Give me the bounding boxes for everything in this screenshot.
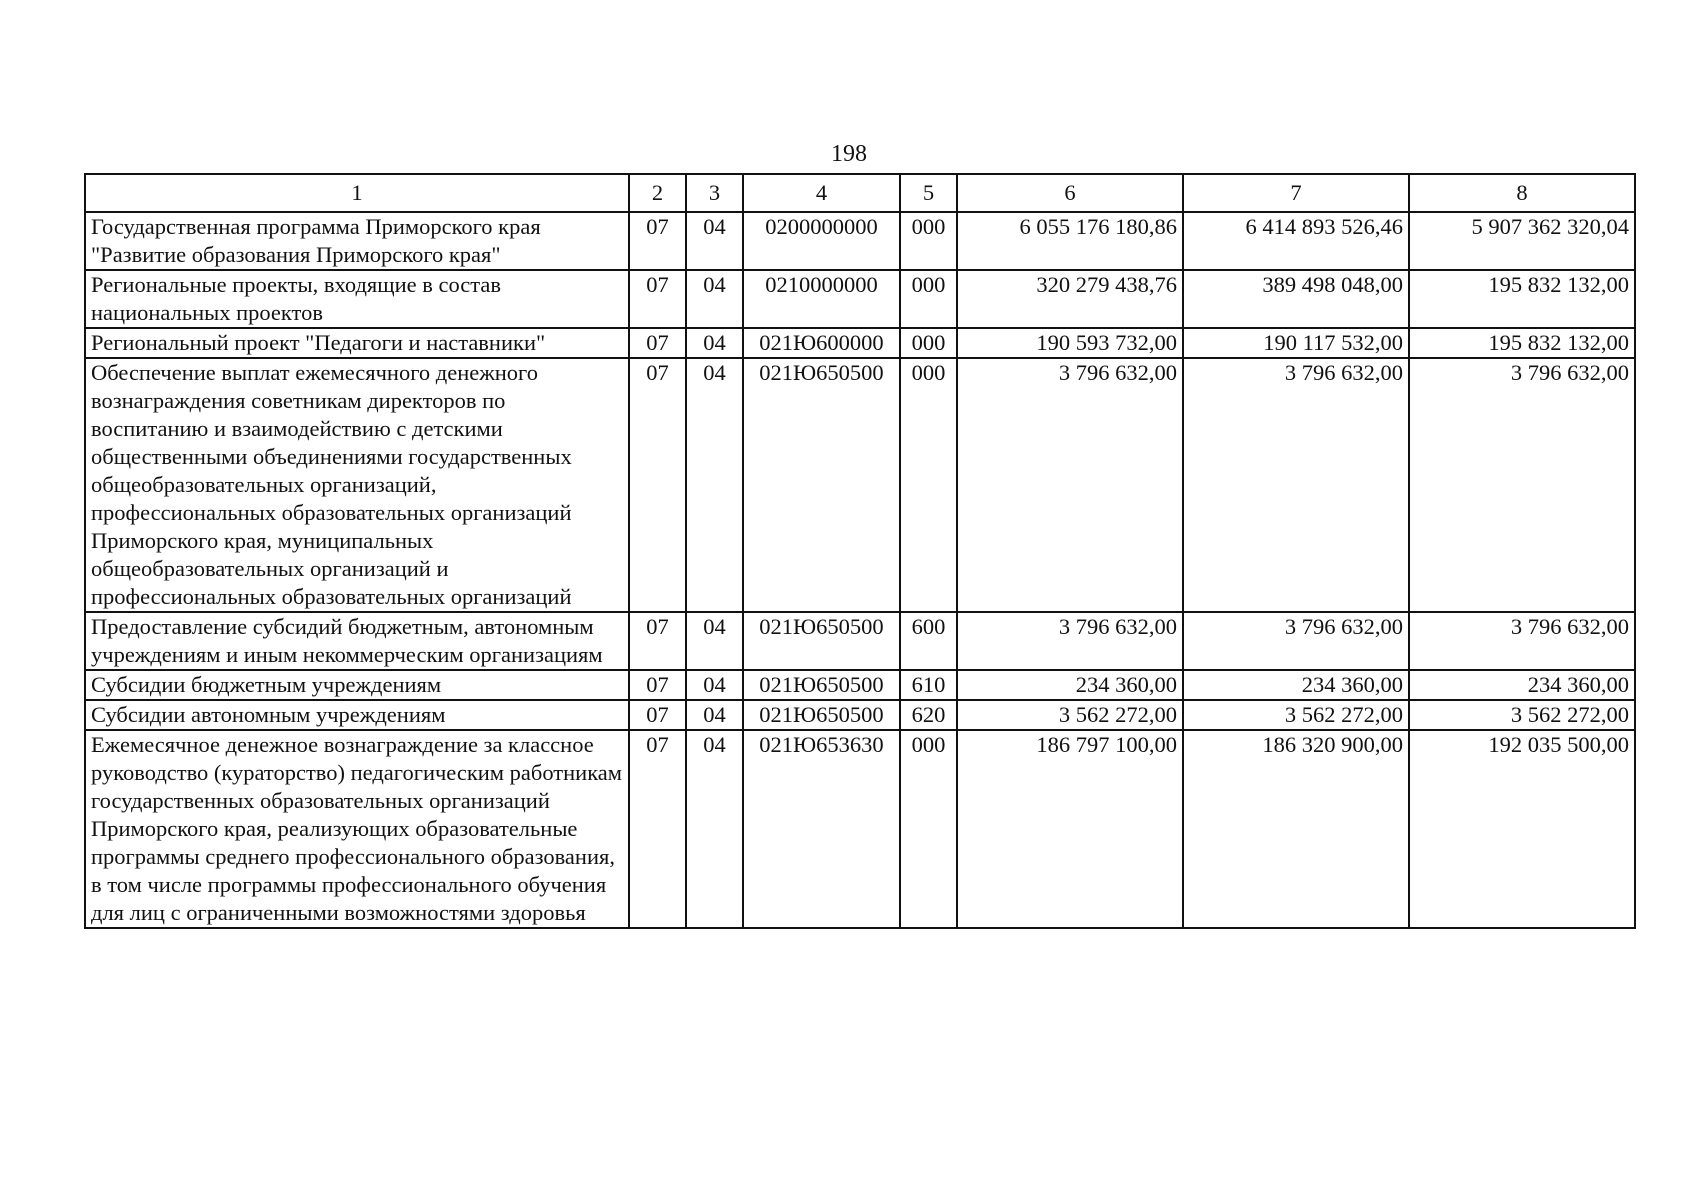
column-header: 6	[957, 174, 1183, 212]
row-name: Государственная программа Приморского края "Развитие образования Приморского края"	[85, 212, 629, 270]
amount-col8: 192 035 500,00	[1409, 730, 1635, 928]
amount-col6: 190 593 732,00	[957, 328, 1183, 358]
amount-col8: 3 796 632,00	[1409, 612, 1635, 670]
amount-col6: 3 796 632,00	[957, 612, 1183, 670]
amount-col6: 186 797 100,00	[957, 730, 1183, 928]
amount-col8: 3 562 272,00	[1409, 700, 1635, 730]
target-code: 021Ю600000	[743, 328, 900, 358]
amount-col6: 234 360,00	[957, 670, 1183, 700]
amount-col7: 190 117 532,00	[1183, 328, 1409, 358]
amount-col8: 3 796 632,00	[1409, 358, 1635, 612]
section-code: 07	[629, 612, 686, 670]
amount-col8: 195 832 132,00	[1409, 328, 1635, 358]
section-code: 07	[629, 670, 686, 700]
subsection-code: 04	[686, 670, 743, 700]
target-code: 0200000000	[743, 212, 900, 270]
table-row	[85, 328, 1635, 358]
section-code: 07	[629, 700, 686, 730]
expense-type-code: 000	[900, 328, 957, 358]
amount-col7: 186 320 900,00	[1183, 730, 1409, 928]
amount-col7: 389 498 048,00	[1183, 270, 1409, 328]
subsection-code: 04	[686, 270, 743, 328]
target-code: 021Ю653630	[743, 730, 900, 928]
expense-type-code: 620	[900, 700, 957, 730]
table-row	[85, 358, 1635, 612]
amount-col6: 320 279 438,76	[957, 270, 1183, 328]
section-code: 07	[629, 730, 686, 928]
expense-type-code: 000	[900, 358, 957, 612]
target-code: 021Ю650500	[743, 700, 900, 730]
budget-table	[84, 173, 1636, 929]
table-row	[85, 612, 1635, 670]
target-code: 021Ю650500	[743, 670, 900, 700]
subsection-code: 04	[686, 358, 743, 612]
expense-type-code: 000	[900, 270, 957, 328]
column-header: 8	[1409, 174, 1635, 212]
row-name: Обеспечение выплат ежемесячного денежного вознаграждения советникам директоров по воспитанию и взаимодействию с детскими общественными объединениями государственных общеобразовательных организаций, профессиональных образовательных организаций Приморского края, муниципальных общеобразовательных организаций и профессиональных образовательных организаций	[85, 358, 629, 612]
amount-col8: 5 907 362 320,04	[1409, 212, 1635, 270]
column-header: 1	[85, 174, 629, 212]
expense-type-code: 600	[900, 612, 957, 670]
subsection-code: 04	[686, 700, 743, 730]
row-name: Предоставление субсидий бюджетным, автономным учреждениям и иным некоммерческим организациям	[85, 612, 629, 670]
amount-col8: 234 360,00	[1409, 670, 1635, 700]
section-code: 07	[629, 270, 686, 328]
row-name: Субсидии бюджетным учреждениям	[85, 670, 629, 700]
section-code: 07	[629, 328, 686, 358]
target-code: 021Ю650500	[743, 358, 900, 612]
column-header: 4	[743, 174, 900, 212]
row-name: Субсидии автономным учреждениям	[85, 700, 629, 730]
amount-col7: 3 562 272,00	[1183, 700, 1409, 730]
column-header: 5	[900, 174, 957, 212]
row-name: Региональные проекты, входящие в состав национальных проектов	[85, 270, 629, 328]
target-code: 021Ю650500	[743, 612, 900, 670]
amount-col7: 234 360,00	[1183, 670, 1409, 700]
table-row	[85, 730, 1635, 928]
amount-col6: 3 796 632,00	[957, 358, 1183, 612]
amount-col6: 3 562 272,00	[957, 700, 1183, 730]
column-header: 7	[1183, 174, 1409, 212]
subsection-code: 04	[686, 730, 743, 928]
expense-type-code: 610	[900, 670, 957, 700]
subsection-code: 04	[686, 212, 743, 270]
amount-col6: 6 055 176 180,86	[957, 212, 1183, 270]
table-row	[85, 270, 1635, 328]
page-number: 198	[831, 141, 867, 167]
row-name: Ежемесячное денежное вознаграждение за классное руководство (кураторство) педагогическим работникам государственных образовательных организаций Приморского края, реализующих образовательные программы среднего профессионального образования, в том числе программы профессионального обучения для лиц с ограниченными возможностями здоровья	[85, 730, 629, 928]
subsection-code: 04	[686, 328, 743, 358]
table-row	[85, 212, 1635, 270]
table-row	[85, 700, 1635, 730]
expense-type-code: 000	[900, 212, 957, 270]
column-header: 2	[629, 174, 686, 212]
amount-col7: 6 414 893 526,46	[1183, 212, 1409, 270]
column-header: 3	[686, 174, 743, 212]
section-code: 07	[629, 212, 686, 270]
amount-col7: 3 796 632,00	[1183, 358, 1409, 612]
header-row	[85, 174, 1635, 212]
amount-col8: 195 832 132,00	[1409, 270, 1635, 328]
amount-col7: 3 796 632,00	[1183, 612, 1409, 670]
expense-type-code: 000	[900, 730, 957, 928]
row-name: Региональный проект "Педагоги и наставники"	[85, 328, 629, 358]
target-code: 0210000000	[743, 270, 900, 328]
table-row	[85, 670, 1635, 700]
subsection-code: 04	[686, 612, 743, 670]
section-code: 07	[629, 358, 686, 612]
